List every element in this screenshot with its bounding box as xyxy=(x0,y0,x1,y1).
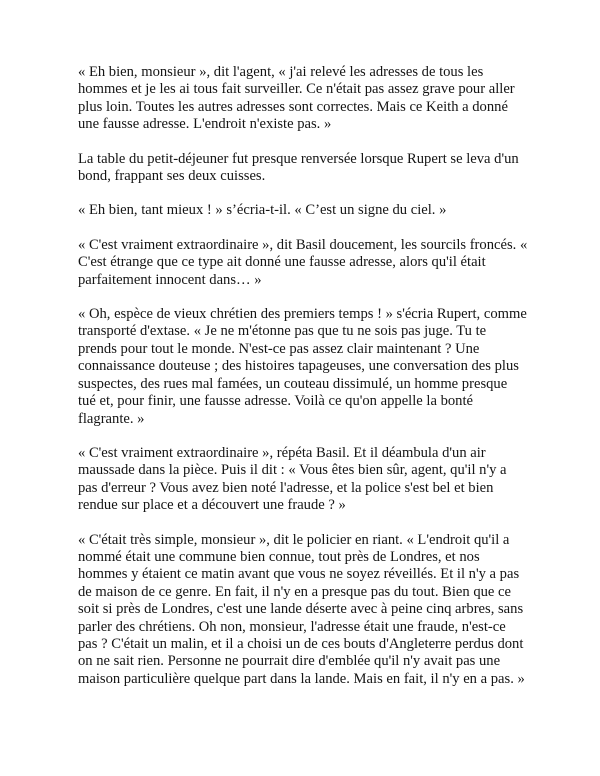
paragraph-1: « Eh bien, monsieur », dit l'agent, « j'ai relevé les adresses de tous les hommes et je les ai tous fait surveiller. Ce n'était pas assez grave pour aller plus loin. Toutes les autres adresses sont correctes. Mais ce Keith a donné une fausse adresse. L'endroit n'existe pas. » xyxy=(78,64,515,133)
paragraph-7: « C'était très simple, monsieur », dit le policier en riant. « L'endroit qu'il a nommé était une commune bien connue, tout près de Londres, et nos hommes y étaient ce matin avant que vous ne soyez réveillés. Et il n'y a pas de maison de ce genre. En fait, il n'y en a presque pas du tout. Bien que ce soit si près de Londres, c'est une lande déserte avec à peine cinq arbres, sans parler des chrétiens. Oh non, monsieur, l'adresse était une fraude, n'est-ce pas ? C'était un malin, et il a choisi un de ces bouts d'Angleterre perdus dont on ne sait rien. Personne ne pourrait dire d'emblée qu'il n'y avait pas une maison particulière quelque part dans la lande. Mais en fait, il n'y en a pas. » xyxy=(78,531,525,687)
paragraph-6: « C'est vraiment extraordinaire », répéta Basil. Et il déambula d'un air maussade dans la pièce. Puis il dit : « Vous êtes bien sûr, agent, qu'il n'y a pas d'erreur ? Vous avez bien noté l'adresse, et la police s'est bel et bien rendue sur place et a découvert une fraude ? » xyxy=(78,444,507,514)
document-page xyxy=(78,64,528,705)
paragraph-5: « Oh, espèce de vieux chrétien des premiers temps ! » s'écria Rupert, comme transporté d'extase. « Je ne m'étonne pas que tu ne sois pas juge. Tu te prends pour tout le monde. N'est-ce pas assez clair maintenant ? Une connaissance douteuse ; des histoires tapageuses, une conversation des plus suspectes, des rues mal famées, un couteau dissimulé, un homme presque tué et, pour finir, une fausse adresse. Voilà ce qu'on appelle la bonté flagrante. » xyxy=(78,306,527,427)
paragraph-4: « C'est vraiment extraordinaire », dit Basil doucement, les sourcils froncés. « C'est étrange que ce type ait donné une fausse adresse, alors qu'il était parfaitement innocent dans… » xyxy=(78,236,528,288)
paragraph-3: « Eh bien, tant mieux ! » s’écria-t-il. « C’est un signe du ciel. » xyxy=(78,202,447,219)
paragraph-2: La table du petit-déjeuner fut presque renversée lorsque Rupert se leva d'un bond, frappant ses deux cuisses. xyxy=(78,150,519,185)
